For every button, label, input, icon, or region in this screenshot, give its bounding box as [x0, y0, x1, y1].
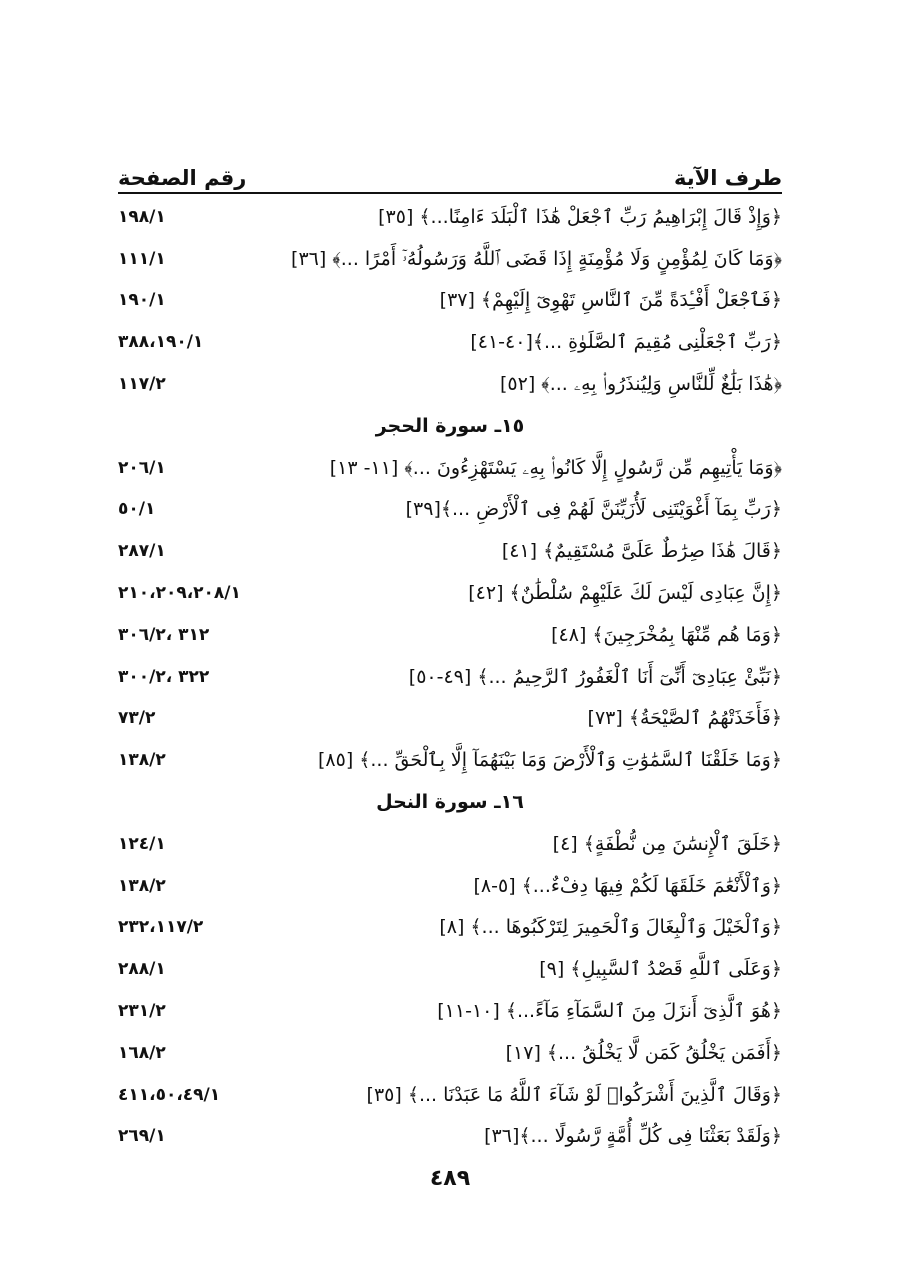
verse-excerpt: ﴿وَقَالَ ٱلَّذِينَ أَشْرَكُوا۟ لَوْ شَآءَ ٱللَّهُ مَا عَبَدْنَا ...﴾ [٣٥]	[366, 1083, 782, 1106]
page-reference: ٣١٢ ،٣٠٦/٢	[118, 624, 210, 645]
verse-excerpt: ﴿إِنَّ عِبَادِى لَيْسَ لَكَ عَلَيْهِمْ سُلْطَٰنٌ﴾ [٤٢]	[468, 582, 782, 605]
verse-excerpt: ﴿رَبِّ بِمَآ أَغْوَيْتَنِى لَأُزَيِّنَنَّ لَهُمْ فِى ٱلْأَرْضِ ...﴾[٣٩]	[405, 498, 782, 521]
surah-heading: ١٥ـ سورة الحجر	[375, 414, 525, 437]
verse-column-title: طرف الآية	[673, 166, 782, 190]
page-reference: ١٩٨/١	[118, 206, 166, 227]
index-row	[118, 196, 782, 238]
verse-excerpt: ﴿قَالَ هَٰذَا صِرَٰطٌ عَلَىَّ مُسْتَقِيمٌ﴾ [٤١]	[501, 540, 782, 563]
verse-excerpt: ﴿فَأَخَذَتْهُمُ ٱلصَّيْحَةُ﴾ [٧٣]	[587, 707, 782, 730]
page-reference: ١٢٤/١	[118, 833, 166, 854]
index-row	[118, 1074, 782, 1116]
verse-excerpt: ﴿نَبِّئْ عِبَادِىٓ أَنِّىٓ أَنَا ٱلْغَفُورُ ٱلرَّحِيمُ ...﴾ [٤٩-٥٠]	[408, 665, 782, 688]
index-row	[118, 990, 782, 1032]
page-reference: ٢٣١/٢	[118, 1001, 166, 1022]
verse-excerpt: ﴿أَفَمَن يَخْلُقُ كَمَن لَّا يَخْلُقُ ...﴾ [١٧]	[505, 1041, 782, 1064]
index-row	[118, 321, 782, 363]
page-reference: ١١٧/٢	[118, 374, 166, 395]
page-column-title: رقم الصفحة	[118, 166, 247, 190]
page-reference: ٤١١،٥٠،٤٩/١	[118, 1084, 221, 1105]
verse-excerpt: ﴿وَعَلَى ٱللَّهِ قَصْدُ ٱلسَّبِيلِ﴾ [٩]	[539, 958, 782, 981]
index-row	[118, 280, 782, 322]
index-row	[118, 238, 782, 280]
page-reference: ٣٢٢ ،٣٠٠/٢	[118, 666, 210, 687]
page-reference: ١٣٨/٢	[118, 750, 166, 771]
verse-excerpt: ﴿خَلَقَ ٱلْإِنسَٰنَ مِن نُّطْفَةٍ﴾ [٤]	[552, 832, 782, 855]
verse-excerpt: ﴿وَمَا يَأْتِيهِم مِّن رَّسُولٍ إِلَّا كَانُوا۟ بِهِۦ يَسْتَهْزِءُونَ ...﴾ [١١- ١٣]	[329, 456, 782, 479]
page-reference: ١٦٨/٢	[118, 1042, 166, 1063]
verse-excerpt: ﴿وَلَقَدْ بَعَثْنَا فِى كُلِّ أُمَّةٍ رَّسُولًا ...﴾[٣٦]	[484, 1125, 782, 1148]
page-reference: ٢٣٢،١١٧/٢	[118, 917, 204, 938]
page-reference: ٢٨٧/١	[118, 541, 166, 562]
index-row	[118, 363, 782, 405]
verse-excerpt: ﴿رَبِّ ٱجْعَلْنِى مُقِيمَ ٱلصَّلَوٰةِ ...﴾[٤٠-٤١]	[470, 331, 782, 354]
page-reference: ٢٨٨/١	[118, 959, 166, 980]
index-row	[118, 948, 782, 990]
verse-excerpt: ﴿وَإِذْ قَالَ إِبْرَاهِيمُ رَبِّ ٱجْعَلْ هَٰذَا ٱلْبَلَدَ ءَامِنًا...﴾ [٣٥]	[378, 205, 782, 228]
page-reference: ٢٠٦/١	[118, 457, 166, 478]
page-reference: ١١١/١	[118, 248, 166, 269]
page-reference: ١٩٠/١	[118, 290, 166, 311]
index-row	[118, 530, 782, 572]
page-reference: ٥٠/١	[118, 499, 156, 520]
index-row	[118, 489, 782, 531]
index-row	[118, 614, 782, 656]
verse-excerpt: ﴿وَمَا خَلَقْنَا ٱلسَّمَٰوَٰتِ وَٱلْأَرْضَ وَمَا بَيْنَهُمَآ إِلَّا بِٱلْحَقِّ ...﴾ [٨٥]	[317, 749, 782, 772]
page-number: ٤٨٩	[429, 1166, 471, 1191]
verse-index-list	[118, 196, 782, 1157]
page-reference: ٢٦٩/١	[118, 1126, 166, 1147]
header-rule	[118, 192, 782, 194]
index-row	[118, 656, 782, 698]
page-reference: ٢١٠،٢٠٩،٢٠٨/١	[118, 583, 241, 604]
surah-heading: ١٦ـ سورة النحل	[376, 791, 524, 814]
verse-excerpt: ﴿هَٰذَا بَلَٰغٌ لِّلنَّاسِ وَلِيُنذَرُوا۟ بِهِۦ ...﴾ [٥٢]	[499, 373, 782, 396]
page-reference: ٧٣/٢	[118, 708, 156, 729]
page-reference: ١٣٨/٢	[118, 875, 166, 896]
index-row	[118, 739, 782, 781]
index-row	[118, 823, 782, 865]
page-reference: ٣٨٨،١٩٠/١	[118, 332, 204, 353]
verse-excerpt: ﴿وَٱلْخَيْلَ وَٱلْبِغَالَ وَٱلْحَمِيرَ لِتَرْكَبُوهَا ...﴾ [٨]	[439, 916, 782, 939]
index-row	[118, 1116, 782, 1158]
index-row	[118, 907, 782, 949]
verse-excerpt: ﴿هُوَ ٱلَّذِىٓ أَنزَلَ مِنَ ٱلسَّمَآءِ مَآءً...﴾ [١٠-١١]	[437, 1000, 782, 1023]
index-row	[118, 698, 782, 740]
index-row	[118, 865, 782, 907]
verse-excerpt: ﴿فَٱجْعَلْ أَفْـِٔدَةً مِّنَ ٱلنَّاسِ تَهْوِىٓ إِلَيْهِمْ﴾ [٣٧]	[439, 289, 782, 312]
verse-excerpt: ﴿وَٱلْأَنْعَٰمَ خَلَقَهَا لَكُمْ فِيهَا دِفْءٌ...﴾ [٥-٨]	[473, 874, 782, 897]
index-row	[118, 447, 782, 489]
index-row	[118, 1032, 782, 1074]
table-header	[118, 150, 782, 190]
verse-excerpt: ﴿وَمَا كَانَ لِمُؤْمِنٍ وَلَا مُؤْمِنَةٍ إِذَا قَضَى ٱللَّهُ وَرَسُولُهُۥٓ أَمْرًا ...﴾ [٣٦]	[291, 247, 782, 270]
index-row	[118, 572, 782, 614]
verse-excerpt: ﴿وَمَا هُم مِّنْهَا بِمُخْرَجِينَ﴾ [٤٨]	[551, 623, 782, 646]
